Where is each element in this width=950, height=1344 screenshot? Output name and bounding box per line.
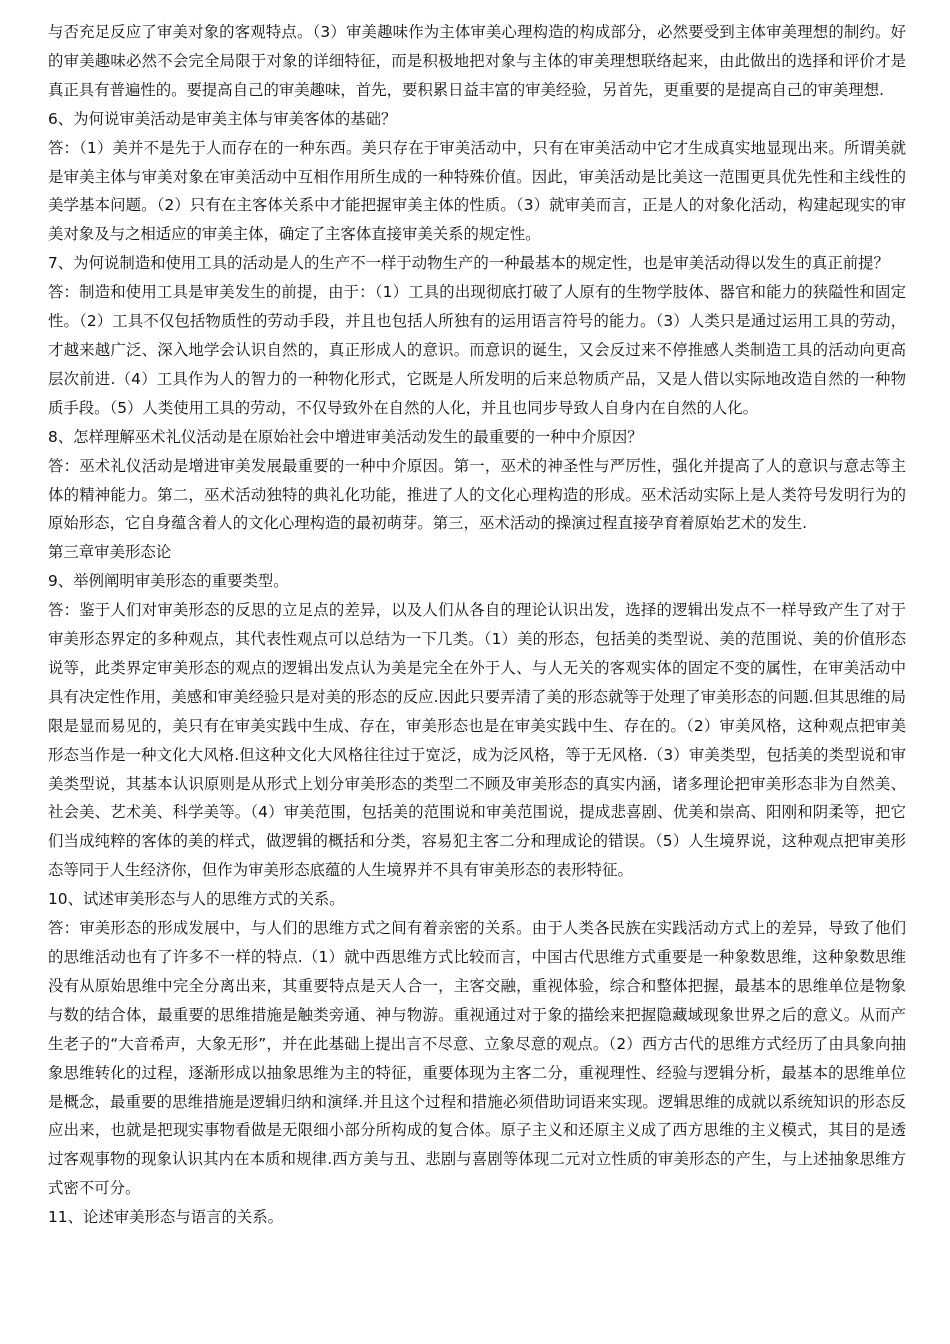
answer-9: 答：鉴于人们对审美形态的反思的立足点的差异，以及人们从各自的理论认识出发，选择的逻辑出发点不一样导致产生了对于审美形态界定的多种观点，其代表性观点可以总结为一下几类。（1）美的形态，包括美的类型说、美的范围说、美的价值形态说等，此类界定审美形态的观点的逻辑出发点认为美是完全在外于人、与人无关的客观实体的固定不变的属性，在审美活动中具有决定性作用，美感和审美经验只是对美的形态的反应.因此只要弄清了美的形态就等于处理了审美形态的问题.但其思维的局限是显而易见的，美只有在审美实践中生成、存在，审美形态也是在审美实践中生、存在的。（2）审美风格，这种观点把审美形态当作是一种文化大风格.但这种文化大风格往往过于宽泛，成为泛风格，等于无风格.（3）审美类型，包括美的类型说和审美类型说，其基本认识原则是从形式上划分审美形态的类型二不顾及审美形态的真实内涵，诸多理论把审美形态非为自然美、社会美、艺术美、科学美等。（4）审美范围，包括美的范围说和审美范围说，提成悲喜剧、优美和崇高、阳刚和阴柔等，把它们当成纯粹的客体的美的样式，做逻辑的概括和分类，容易犯主客二分和理成论的错误。（5）人生境界说，这种观点把审美形态等同于人生经济你，但作为审美形态底蕴的人生境界并不具有审美形态的表形特征。	[48, 601, 906, 880]
answer-8: 答：巫术礼仪活动是增进审美发展最重要的一种中介原因。第一，巫术的神圣性与严厉性，强化并提高了人的意识与意志等主体的精神能力。第二，巫术活动独特的典礼化功能，推进了人的文化心理构造的形成。巫术活动实际上是人类符号发明行为的原始形态，它自身蕴含着人的文化心理构造的最初萌芽。第三，巫术活动的操演过程直接孕育着原始艺术的发生.	[48, 456, 906, 533]
chapter-heading: 第三章审美形态论	[48, 543, 172, 562]
question-6: 6、为何说审美活动是审美主体与审美客体的基础？	[48, 109, 397, 128]
question-10: 10、试述审美形态与人的思维方式的关系。	[48, 890, 345, 909]
answer-10: 答：审美形态的形成发展中，与人们的思维方式之间有着亲密的关系。由于人类各民族在实践活动方式上的差异，导致了他们的思维活动也有了许多不一样的特点.（1）就中西思维方式比较而言，中国古代思维方式重要是一种象数思维，这种象数思维没有从原始思维中完全分离出来，其重要特点是天人合一，主客交融，重视体验，综合和整体把握，最基本的思维单位是物象与数的结合体，最重要的思维措施是触类旁通、神与物游。重视通过对于象的描绘来把握隐藏域现象世界之后的意义。从而产生老子的“大音希声，大象无形”，并在此基础上提出言不尽意、立象尽意的观点。（2）西方古代的思维方式经历了由具象向抽象思维转化的过程，逐渐形成以抽象思维为主的特征，重要体现为主客二分，重视理性、经验与逻辑分析，最基本的思维单位是概念，最重要的思维措施是逻辑归纳和演绎.并且这个过程和措施必须借助词语来实现。逻辑思维的成就以系统知识的形态反应出来，也就是把现实事物看做是无限细小部分所构成的复合体。原子主义和还原主义成了西方思维的主义模式，其目的是透过客观事物的现象认识其内在本质和规律.西方美与丑、悲剧与喜剧等体现二元对立性质的审美形态的产生，与上述抽象思维方式密不可分。	[48, 919, 906, 1198]
question-11: 11、论述审美形态与语言的关系。	[48, 1208, 284, 1227]
answer-7: 答：制造和使用工具是审美发生的前提，由于：（1）工具的出现彻底打破了人原有的生物学肢体、器官和能力的狭隘性和固定性。（2）工具不仅包括物质性的劳动手段，并且也包括人所独有的运用语言符号的能力。（3）人类只是通过运用工具的劳动，才越来越广泛、深入地学会认识自然的，真正形成人的意识。而意识的诞生，又会反过来不停推感人类制造工具的活动向更高层次前进.（4）工具作为人的智力的一种物化形式，它既是人所发明的后来总物质产品，又是人借以实际地改造自然的一种物质手段。（5）人类使用工具的劳动，不仅导致外在自然的人化，并且也同步导致人自身内在自然的人化。	[48, 283, 906, 417]
answer-6: 答：（1）美并不是先于人而存在的一种东西。美只存在于审美活动中，只有在审美活动中它才生成真实地显现出来。所谓美就是审美主体与审美对象在审美活动中互相作用所生成的一种特殊价值。因此，审美活动是比美这一范围更具优先性和主线性的美学基本问题。（2）只有在主客体关系中才能把握审美主体的性质。（3）就审美而言，正是人的对象化活动，构建起现实的审美对象及与之相适应的审美主体，确定了主客体直接审美关系的规定性。	[48, 138, 906, 244]
question-7: 7、为何说制造和使用工具的活动是人的生产不一样于动物生产的一种最基本的规定性，也是审美活动得以发生的真正前提？	[48, 254, 889, 273]
question-9: 9、举例阐明审美形态的重要类型。	[48, 572, 289, 591]
question-8: 8、怎样理解巫术礼仪活动是在原始社会中增进审美活动发生的最重要的一种中介原因？	[48, 427, 643, 446]
continuation-paragraph: 与否充足反应了审美对象的客观特点。（3）审美趣味作为主体审美心理构造的构成部分，必然要受到主体审美理想的制约。好的审美趣味必然不会完全局限于对象的详细特征，而是积极地把对象与主体的审美理想联络起来，由此做出的选择和评价才是真正具有普遍性的。要提高自己的审美趣味，首先，要积累日益丰富的审美经验，另首先，更重要的是提高自己的审美理想.	[48, 23, 906, 99]
